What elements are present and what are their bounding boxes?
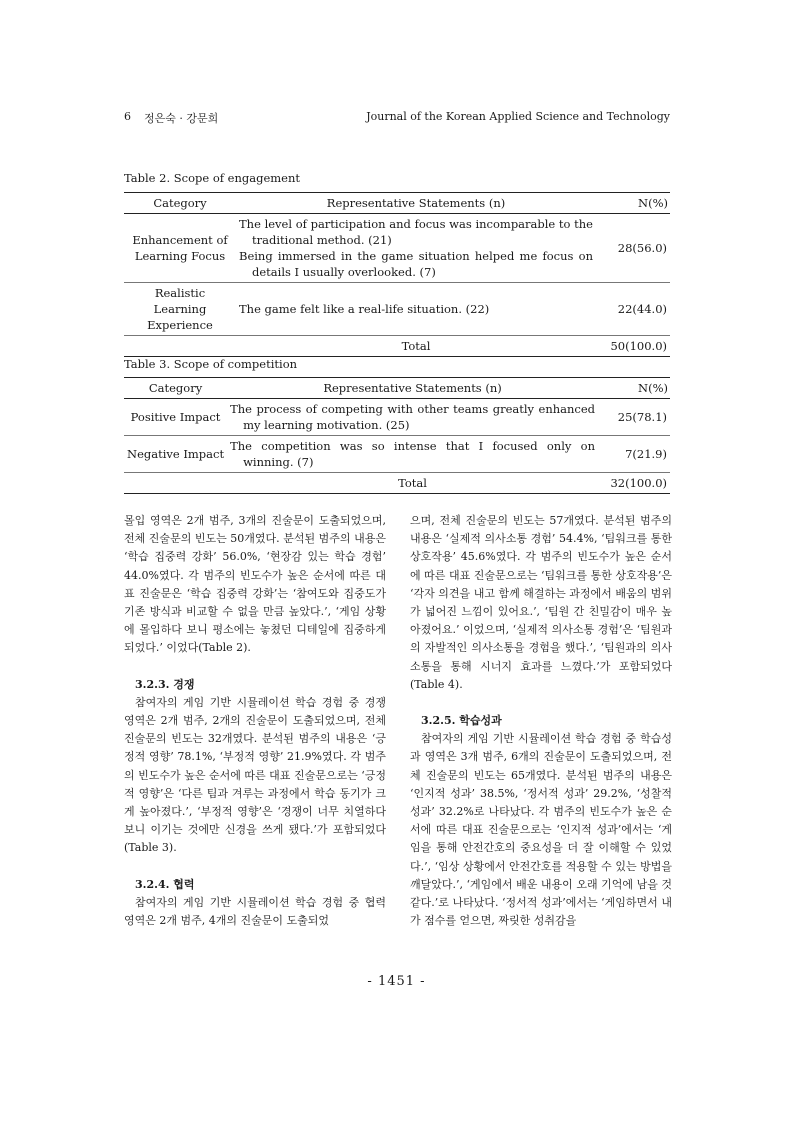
table3-header-category: Category (124, 378, 227, 399)
right-column (410, 512, 672, 930)
table-row (124, 399, 670, 436)
statement: The process of competing with other teams greatly enhanced my learning motivation. (25) (230, 402, 595, 432)
table2-caption: Table 2. Scope of engagement (124, 171, 300, 185)
body-paragraph: 몰입 영역은 2개 범주, 3개의 진술문이 도출되었으며, 전체 진술문의 빈도는 50개였다. 분석된 범주의 내용은 ‘학습 집중력 강화’ 56.0%, ‘현장감 있는 학습 경험’ 44.0%였다. 각 범주의 빈도수가 높은 순서에 따른 대표 진술문은 ‘학습 집중력 강화’는 ‘참여도와 집중도가 기존 방식과 비교할 수 없을 만큼 높았다.’, ‘게임 상황에 몰입하다 보니 평소에는 놓쳤던 디테일에 집중하게 되었다.’ 이었다(Table 2). (124, 514, 386, 655)
statement: The competition was so intense that I focused only on winning. (7) (230, 439, 595, 469)
header-authors: 정은숙 · 강문희 (144, 112, 219, 125)
table3-caption: Table 3. Scope of competition (124, 357, 298, 371)
table3-total-row (124, 473, 670, 494)
table2-statements-cell (236, 214, 596, 283)
body-paragraph: 참여자의 게임 기반 시뮬레이션 학습 경험 중 협력 영역은 2개 범주, 4개의 진술문이 도출되었 (124, 895, 386, 928)
table3-total-n: 32(100.0) (598, 473, 670, 494)
table2-statements-cell (236, 283, 596, 336)
table2-header-n: N(%) (596, 193, 670, 214)
table3-n-cell: 7(21.9) (598, 436, 670, 473)
table2-total-n: 50(100.0) (596, 336, 670, 357)
left-column (124, 512, 386, 930)
table3-total-blank (124, 473, 227, 494)
table2-header-statements: Representative Statements (n) (236, 193, 596, 214)
table3-n-cell: 25(78.1) (617, 410, 667, 424)
body-paragraph: 으며, 전체 진술문의 빈도는 57개였다. 분석된 범주의 내용은 ‘실제적 의사소통 경험’ 54.4%, ‘팀워크를 통한 상호작용’ 45.6%였다. 각 범주의 빈도수가 높은 순서에 따른 대표 진술문으로는 ‘팀워크를 통한 상호작용’은 ‘각자 의견을 내고 함께 해결하는 과정에서 배움의 범위가 넓어진 느낌이 있어요.’, ‘팀원 간 친밀감이 매우 높아졌어요.’ 이었으며, ‘실제적 의사소통 경험’은 ‘팀원과의 자발적인 의사소통을 경험을 했다.’, ‘팀원과의 의사소통을 통해 시너지 효과를 느꼈다.’가 포함되었다(Table 4). (410, 514, 672, 691)
body-paragraph: 참여자의 게임 기반 시뮬레이션 학습 경험 중 학습성과 영역은 3개 범주, 6개의 진술문이 도출되었으며, 전체 진술문의 빈도는 65개였다. 분석된 범주의 내용은 ‘인지적 성과’ 38.5%, ‘정서적 성과’ 29.2%, ‘성찰적 성과’ 32.2%로 나타났다. 각 범주의 빈도수가 높은 순서에 따른 대표 진술문으로는 ‘인지적 성과’에서는 ‘게임을 통해 안전간호의 중요성을 더 잘 이해할 수 있었다.’, ‘임상 상황에서 안전간호를 적용할 수 있는 방법을 깨달았다.’, ‘게임에서 배운 내용이 오래 기억에 남을 것 같다.’로 나타났다. ‘정서적 성과’에서는 ‘게임하면서 내가 점수를 얻으면, 짜릿한 성취감을 (410, 732, 672, 928)
section-heading-competition: 3.2.3. 경쟁 (135, 677, 195, 691)
table-row (124, 436, 670, 473)
table2-total-label: Total (236, 336, 596, 357)
table3-statements-cell (227, 436, 598, 473)
statement: The level of participation and focus was incomparable to the traditional method. (21) (239, 217, 593, 247)
section-heading-cooperation: 3.2.4. 협력 (135, 877, 195, 891)
table2-category-cell: Enhancement of Learning Focus (132, 233, 228, 263)
table3-statements-cell (227, 399, 598, 436)
table2-n-cell: 22(44.0) (596, 283, 670, 336)
statement: The game felt like a real-life situation. (22) (239, 302, 490, 316)
table-row (124, 214, 670, 283)
table3-category-cell: Negative Impact (124, 436, 227, 473)
table3 (124, 377, 670, 494)
journal-title: Journal of the Korean Applied Science and Technology (366, 110, 670, 123)
table2-total-row (124, 336, 670, 357)
statement: Being immersed in the game situation helped me focus on details I usually overlooked. (7) (239, 249, 593, 279)
table2-total-blank (124, 336, 236, 357)
page-number: 6 (124, 110, 131, 123)
table3-header-row (124, 378, 670, 399)
table2-n-cell: 28(56.0) (617, 241, 667, 255)
table2 (124, 192, 670, 357)
table2-header-row (124, 193, 670, 214)
table2-category-cell: Realistic Learning Experience (124, 283, 236, 336)
body-paragraph: 참여자의 게임 기반 시뮬레이션 학습 경험 중 경쟁 영역은 2개 범주, 2개의 진술문이 도출되었으며, 전체 진술문의 빈도는 32개였다. 분석된 범주의 내용은 ‘긍정적 영향’ 78.1%, ‘부정적 영향’ 21.9%였다. 각 범주의 빈도수가 높은 순서에 따른 대표 진술문으로는 ‘긍정적 영향’은 ‘다른 팀과 겨루는 과정에서 학습 동기가 크게 높아졌다.’, ‘부정적 영향’은 ‘경쟁이 너무 치열하다 보니 이기는 것에만 신경을 쓰게 됐다.’가 포함되었다(Table 3). (124, 695, 386, 855)
section-heading-learning-outcomes: 3.2.5. 학습성과 (421, 714, 502, 728)
table2-header-category: Category (124, 193, 236, 214)
table3-total-label: Total (227, 473, 598, 494)
table3-category-cell: Positive Impact (130, 410, 221, 424)
table3-header-statements: Representative Statements (n) (227, 378, 598, 399)
table-row (124, 283, 670, 336)
page-footer-number: - 1451 - (367, 974, 426, 989)
table3-header-n: N(%) (598, 378, 670, 399)
